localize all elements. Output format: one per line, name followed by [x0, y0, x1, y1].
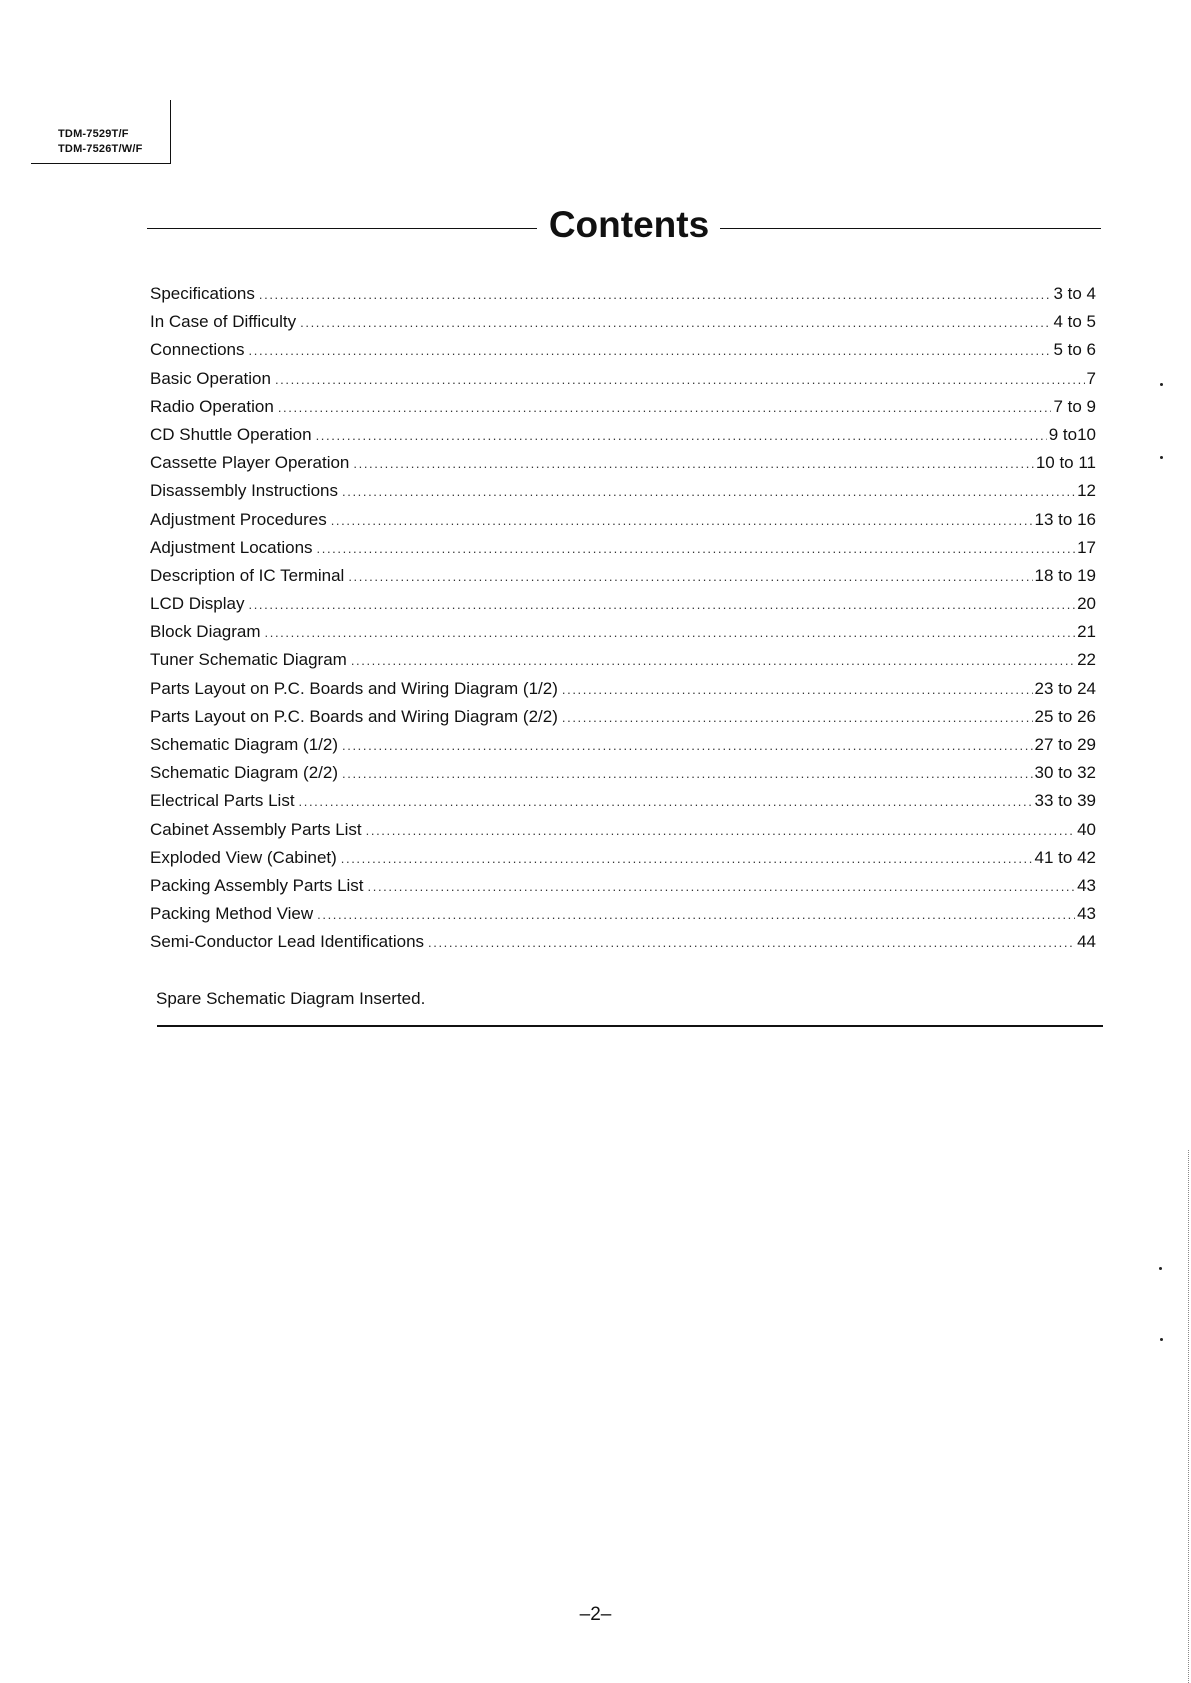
dot-leader	[278, 394, 1052, 416]
toc-entry-label: Semi-Conductor Lead Identifications	[150, 932, 425, 952]
dot-leader	[351, 647, 1075, 669]
toc-entry-label: Schematic Diagram (2/2)	[150, 763, 339, 783]
scan-speck	[1159, 1267, 1162, 1270]
toc-entry-page: 22	[1077, 650, 1096, 670]
dot-leader	[299, 788, 1033, 810]
toc-entry[interactable]	[150, 731, 1096, 759]
toc-entry-page: 9 to10	[1048, 424, 1096, 444]
dot-leader	[316, 422, 1047, 444]
toc-entry[interactable]	[150, 308, 1096, 336]
toc-entry-page: 21	[1077, 622, 1096, 642]
dot-leader	[248, 591, 1075, 613]
toc-entry-page: 44	[1077, 932, 1096, 952]
model-number-primary: TDM-7529T/F	[58, 128, 129, 140]
scan-speck	[1160, 456, 1163, 459]
toc-entry-label: Connections	[150, 340, 245, 360]
toc-entry[interactable]	[150, 787, 1096, 815]
toc-entry-label: Parts Layout on P.C. Boards and Wiring Diagram (1/2)	[150, 678, 558, 698]
dot-leader	[275, 366, 1085, 388]
dot-leader	[366, 817, 1075, 839]
toc-entry[interactable]	[150, 449, 1096, 477]
toc-entry-label: LCD Display	[150, 594, 245, 614]
dot-leader	[300, 309, 1051, 331]
dot-leader	[317, 901, 1075, 923]
toc-entry-page: 27 to 29	[1034, 735, 1096, 754]
toc-entry[interactable]	[150, 365, 1096, 393]
toc-entry-label: Parts Layout on P.C. Boards and Wiring Diagram (2/2)	[150, 706, 558, 726]
page-number: –2–	[579, 1604, 612, 1625]
toc-entry[interactable]	[150, 477, 1096, 505]
toc-entry-page: 20	[1077, 594, 1096, 614]
dot-leader	[562, 704, 1033, 726]
dot-leader	[259, 281, 1052, 303]
dot-leader	[428, 929, 1075, 951]
toc-entry-page: 18 to 19	[1034, 565, 1096, 585]
toc-entry[interactable]	[150, 816, 1096, 844]
toc-entry-page: 43	[1077, 875, 1096, 895]
toc-entry[interactable]	[150, 421, 1096, 449]
toc-entry[interactable]	[150, 562, 1096, 590]
toc-entry-label: Adjustment Locations	[150, 537, 313, 557]
toc-entry-label: Packing Assembly Parts List	[150, 875, 364, 895]
toc-entry-label: Adjustment Procedures	[150, 509, 327, 529]
toc-entry[interactable]	[150, 280, 1096, 308]
dot-leader	[331, 507, 1033, 529]
scan-edge-line	[1188, 1150, 1189, 1683]
toc-entry-label: Electrical Parts List	[150, 791, 295, 811]
toc-entry-page: 25 to 26	[1034, 706, 1096, 726]
toc-entry-page: 4 to 5	[1053, 312, 1096, 332]
title-rule-right	[720, 228, 1101, 229]
toc-entry[interactable]	[150, 759, 1096, 787]
toc-entry-page: 13 to 16	[1034, 509, 1096, 529]
dot-leader	[342, 760, 1033, 782]
toc-entry-label: Disassembly Instructions	[150, 481, 339, 501]
contents-heading	[147, 204, 1101, 252]
toc-entry-page: 7	[1086, 368, 1096, 388]
bottom-rule	[157, 1025, 1103, 1027]
toc-entry-page: 10 to 11	[1035, 453, 1096, 473]
toc-entry-label: Basic Operation	[150, 368, 271, 388]
toc-entry-page: 5 to 6	[1053, 340, 1096, 360]
table-of-contents	[150, 280, 1096, 957]
page-title: Contents	[548, 204, 710, 245]
dot-leader	[342, 732, 1033, 754]
toc-entry-label: Description of IC Terminal	[150, 565, 345, 585]
toc-entry-label: Exploded View (Cabinet)	[150, 847, 337, 867]
toc-entry[interactable]	[150, 506, 1096, 534]
toc-entry[interactable]	[150, 844, 1096, 872]
toc-entry[interactable]	[150, 618, 1096, 646]
dot-leader	[341, 845, 1033, 867]
toc-entry[interactable]	[150, 675, 1096, 703]
toc-entry-page: 17	[1077, 537, 1096, 557]
toc-entry[interactable]	[150, 590, 1096, 618]
toc-entry-label: In Case of Difficulty	[150, 312, 297, 332]
toc-entry[interactable]	[150, 393, 1096, 421]
toc-entry-label: Tuner Schematic Diagram	[150, 650, 347, 670]
dot-leader	[562, 676, 1033, 698]
toc-entry-label: Schematic Diagram (1/2)	[150, 735, 339, 754]
dot-leader	[348, 563, 1032, 585]
toc-entry-page: 12	[1077, 481, 1096, 501]
toc-entry[interactable]	[150, 900, 1096, 928]
toc-entry-label: Specifications	[150, 284, 255, 303]
dot-leader	[317, 535, 1076, 557]
toc-entry-page: 41 to 42	[1034, 847, 1096, 867]
toc-entry[interactable]	[150, 534, 1096, 562]
dot-leader	[265, 619, 1076, 641]
toc-entry-label: CD Shuttle Operation	[150, 424, 312, 444]
model-number-block	[31, 100, 171, 164]
scan-speck	[1160, 383, 1163, 386]
toc-entry[interactable]	[150, 928, 1096, 956]
toc-entry[interactable]	[150, 872, 1096, 900]
model-number-secondary: TDM-7526T/W/F	[58, 143, 143, 155]
toc-entry[interactable]	[150, 703, 1096, 731]
toc-entry-label: Cabinet Assembly Parts List	[150, 819, 362, 839]
title-rule-left	[147, 228, 537, 229]
scan-speck	[1160, 1338, 1163, 1341]
toc-entry-label: Block Diagram	[150, 622, 261, 642]
toc-entry[interactable]	[150, 646, 1096, 674]
spare-schematic-note: Spare Schematic Diagram Inserted.	[156, 989, 426, 1008]
toc-entry-page: 40	[1077, 819, 1096, 839]
toc-entry[interactable]	[150, 336, 1096, 364]
toc-entry-label: Packing Method View	[150, 904, 314, 924]
dot-leader	[353, 450, 1033, 472]
toc-entry-page: 33 to 39	[1034, 791, 1096, 811]
toc-entry-page: 3 to 4	[1053, 284, 1096, 303]
dot-leader	[342, 478, 1075, 500]
dot-leader	[249, 337, 1052, 359]
toc-entry-label: Radio Operation	[150, 396, 274, 416]
dot-leader	[368, 873, 1076, 895]
toc-entry-label: Cassette Player Operation	[150, 453, 350, 473]
toc-entry-page: 7 to 9	[1053, 396, 1096, 416]
toc-entry-page: 43	[1077, 904, 1096, 924]
toc-entry-page: 30 to 32	[1034, 763, 1096, 783]
toc-entry-page: 23 to 24	[1034, 678, 1096, 698]
